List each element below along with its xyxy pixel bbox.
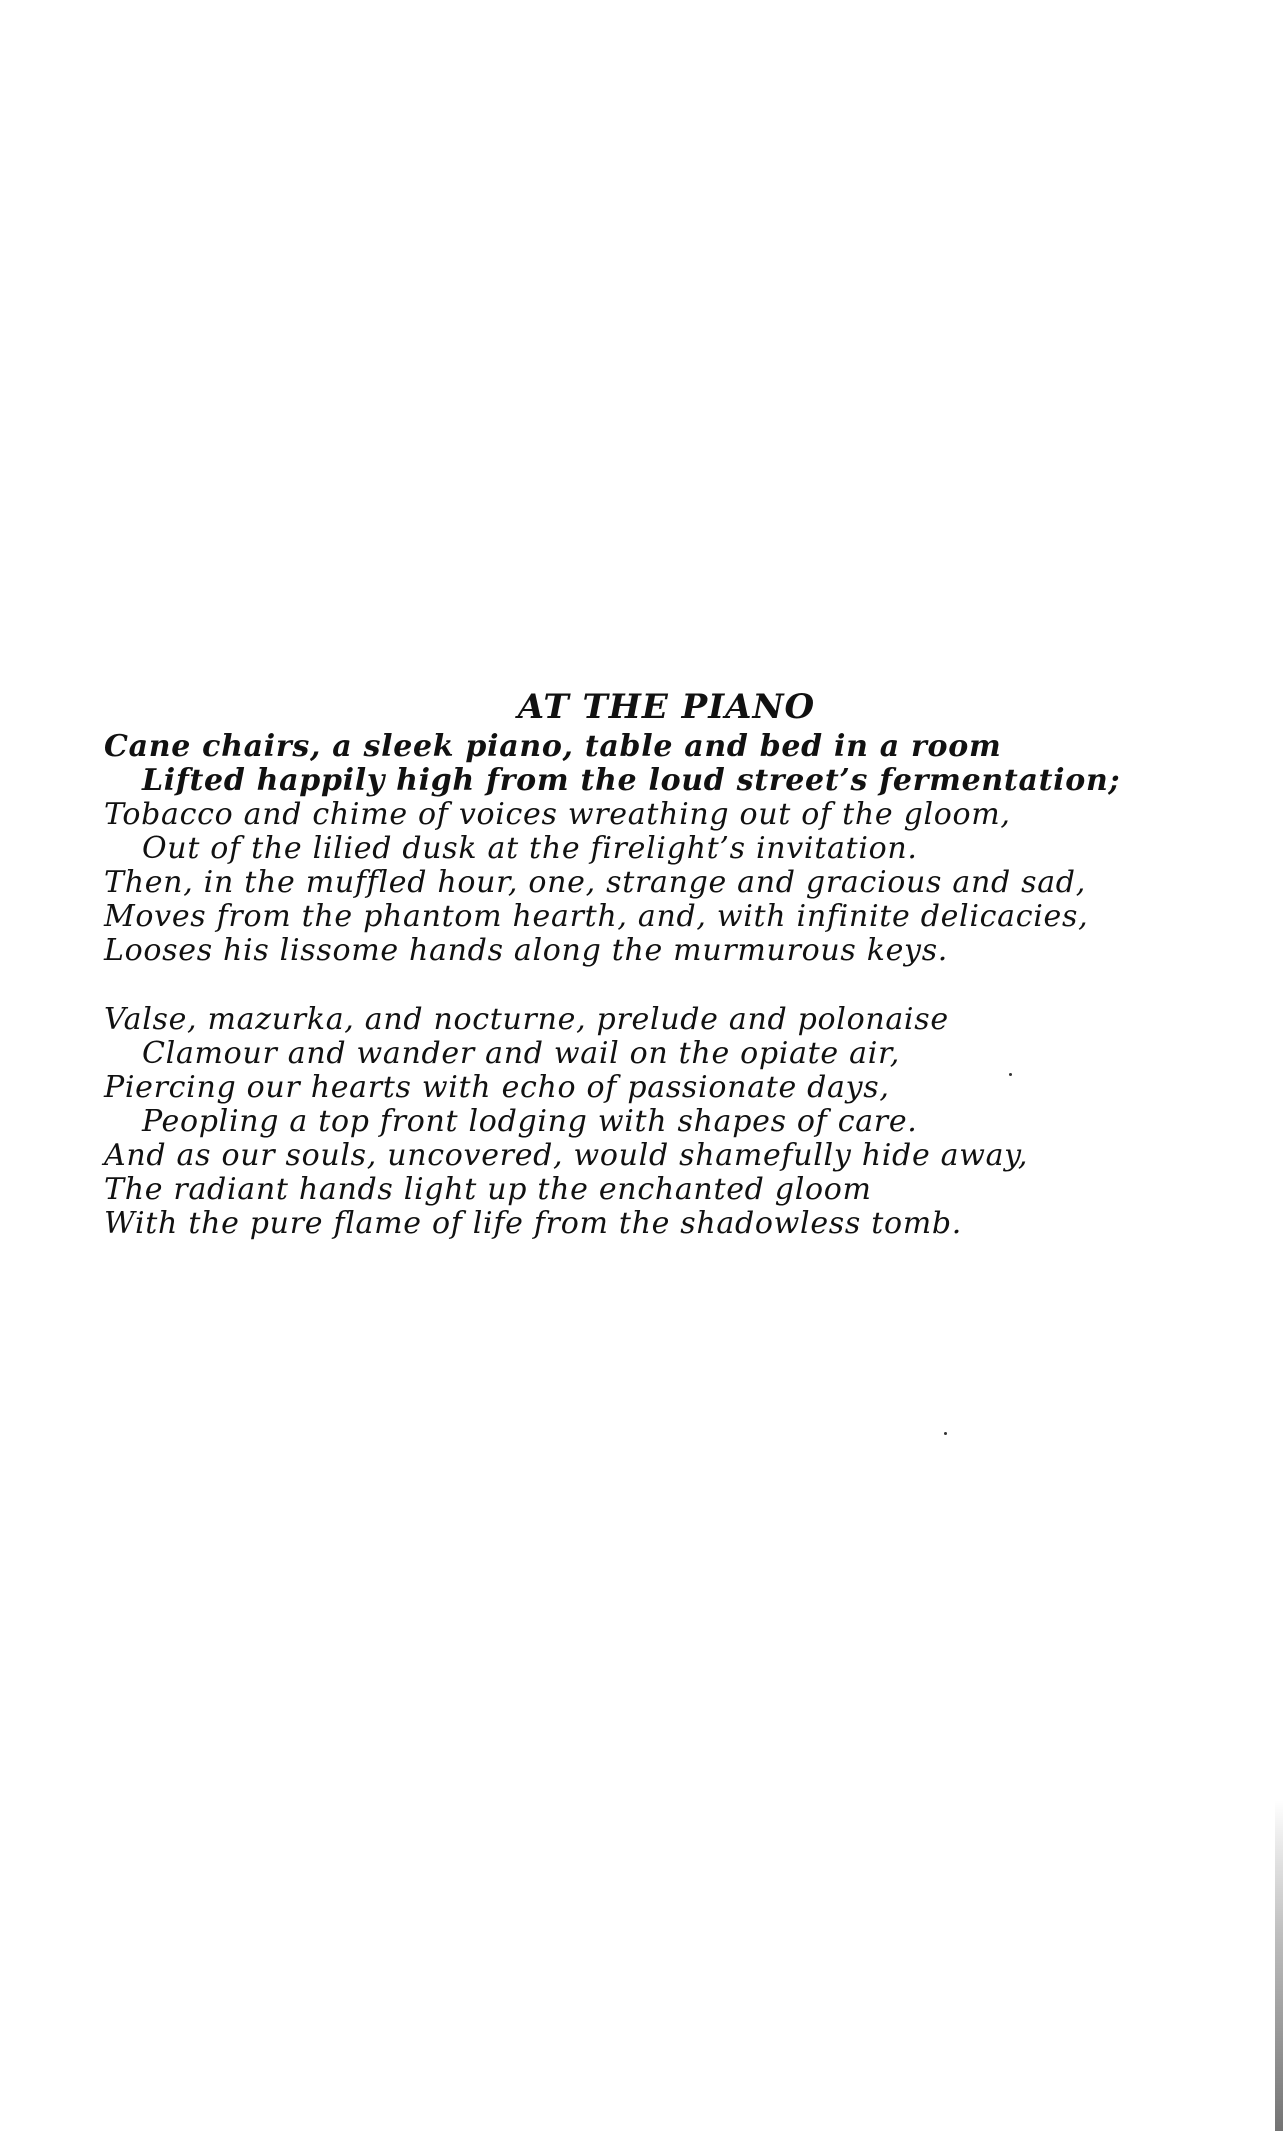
poem-line: Peopling a top front lodging with shapes of care. [142, 1104, 918, 1139]
stanza-1 [104, 730, 1224, 968]
poem-line: Looses his lissome hands along the murmurous keys. [104, 933, 949, 968]
paper-speck [1009, 1073, 1012, 1076]
stanza-2 [104, 1003, 1224, 1241]
poem-line: Tobacco and chime of voices wreathing out of the gloom, [104, 797, 1011, 832]
poem-line: Lifted happily high from the loud street’s fermentation; [142, 763, 1121, 798]
poem-title: AT THE PIANO [517, 686, 816, 727]
page-edge-shadow [1275, 1800, 1283, 2131]
poem-line: Then, in the muffled hour, one, strange and gracious and sad, [104, 865, 1086, 900]
poem-line: With the pure flame of life from the shadowless tomb. [104, 1206, 963, 1241]
poem-line: Valse, mazurka, and nocturne, prelude and polonaise [104, 1002, 949, 1037]
poem-line: Moves from the phantom hearth, and, with infinite delicacies, [104, 899, 1089, 934]
poem-line: The radiant hands light up the enchanted gloom [104, 1172, 872, 1207]
poem-line: Out of the lilied dusk at the firelight’s invitation. [142, 831, 918, 866]
poem-line: And as our souls, uncovered, would shamefully hide away, [104, 1138, 1029, 1173]
paper-speck [944, 1432, 947, 1435]
poem-line: Piercing our hearts with echo of passionate days, [104, 1070, 890, 1105]
poem-line: Clamour and wander and wail on the opiate air, [142, 1036, 900, 1071]
poem-line: Cane chairs, a sleek piano, table and bed in a room [104, 729, 1002, 764]
